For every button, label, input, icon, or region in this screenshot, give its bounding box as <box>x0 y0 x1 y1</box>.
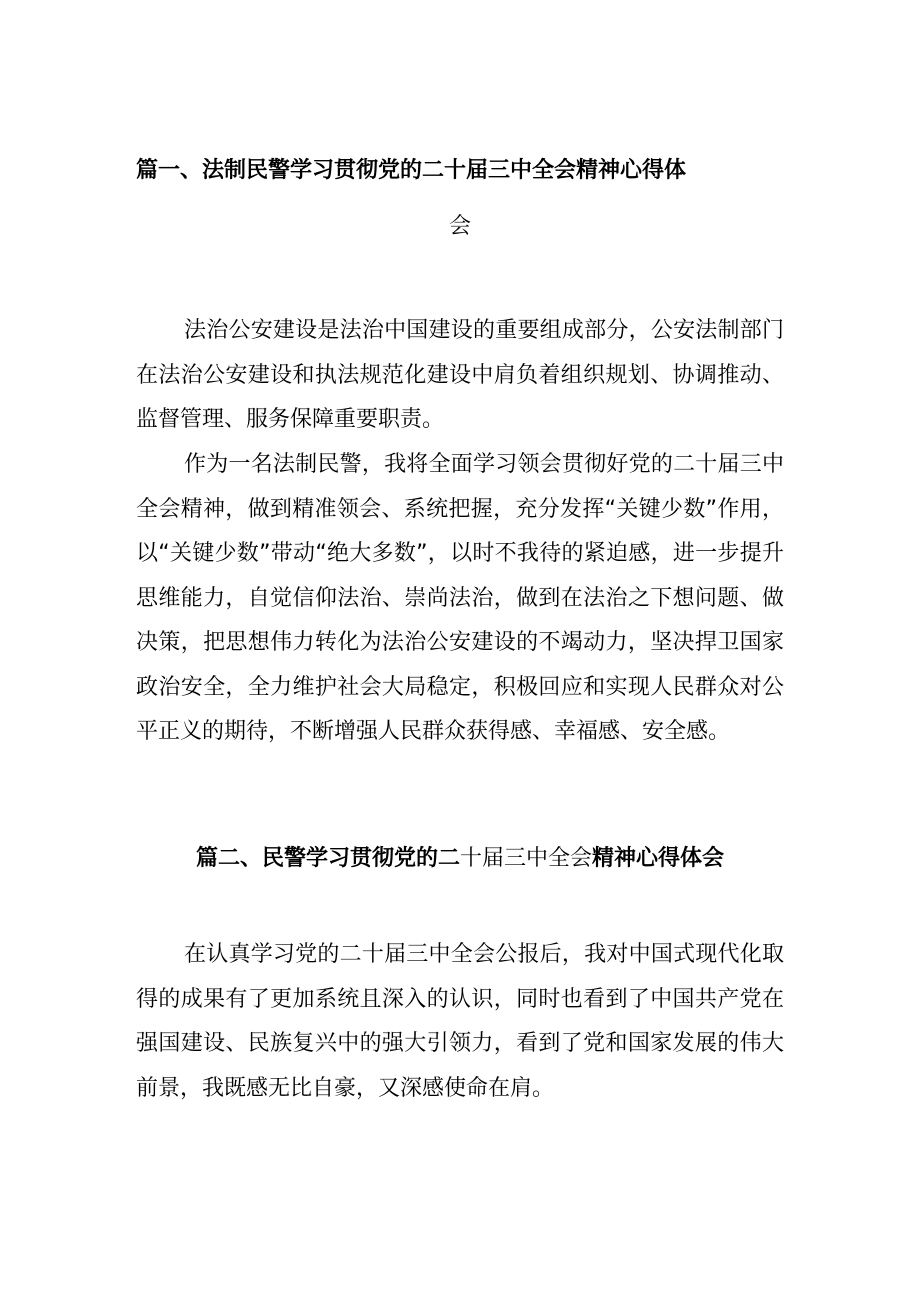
section2-title-normal-middle: 十届三中全会 <box>459 846 592 871</box>
section2-paragraph-1: 在认真学习党的二十届三中全会公报后，我对中国式现代化取得的成果有了更加系统且深入的认识，同时也看到了中国共产党在强国建设、民族复兴中的强大引领力，看到了党和国家发展的伟大前景，我既感无比自豪，又深感使命在肩。 <box>136 942 784 1101</box>
section1-title-continuation: 会 <box>448 214 471 239</box>
section2-title <box>136 845 784 873</box>
section1-paragraph-1: 法治公安建设是法治中国建设的重要组成部分，公安法制部门在法治公安建设和执法规范化建设中肩负着组织规划、协调推动、监督管理、服务保障重要职责。 <box>136 318 784 432</box>
section2-title-bold-start: 篇二、民警学习贯彻党的二 <box>195 846 460 871</box>
section1-title: 篇一、法制民警学习贯彻党的二十届三中全会精神心得体 <box>136 158 687 183</box>
section1-paragraph-2: 作为一名法制民警，我将全面学习领会贯彻好党的二十届三中全会精神，做到精准领会、系统把握，充分发挥“关键少数”作用，以“关键少数”带动“绝大多数”，以时不我待的紧迫感，进一步提升思维能力，自觉信仰法治、崇尚法治，做到在法治之下想问题、做决策，把思想伟力转化为法治公安建设的不竭动力，坚决捍卫国家政治安全，全力维护社会大局稳定，积极回应和实现人民群众对公平正义的期待，不断增强人民群众获得感、幸福感、安全感。 <box>136 452 784 744</box>
section2-title-bold-end: 精神心得体会 <box>592 846 725 871</box>
